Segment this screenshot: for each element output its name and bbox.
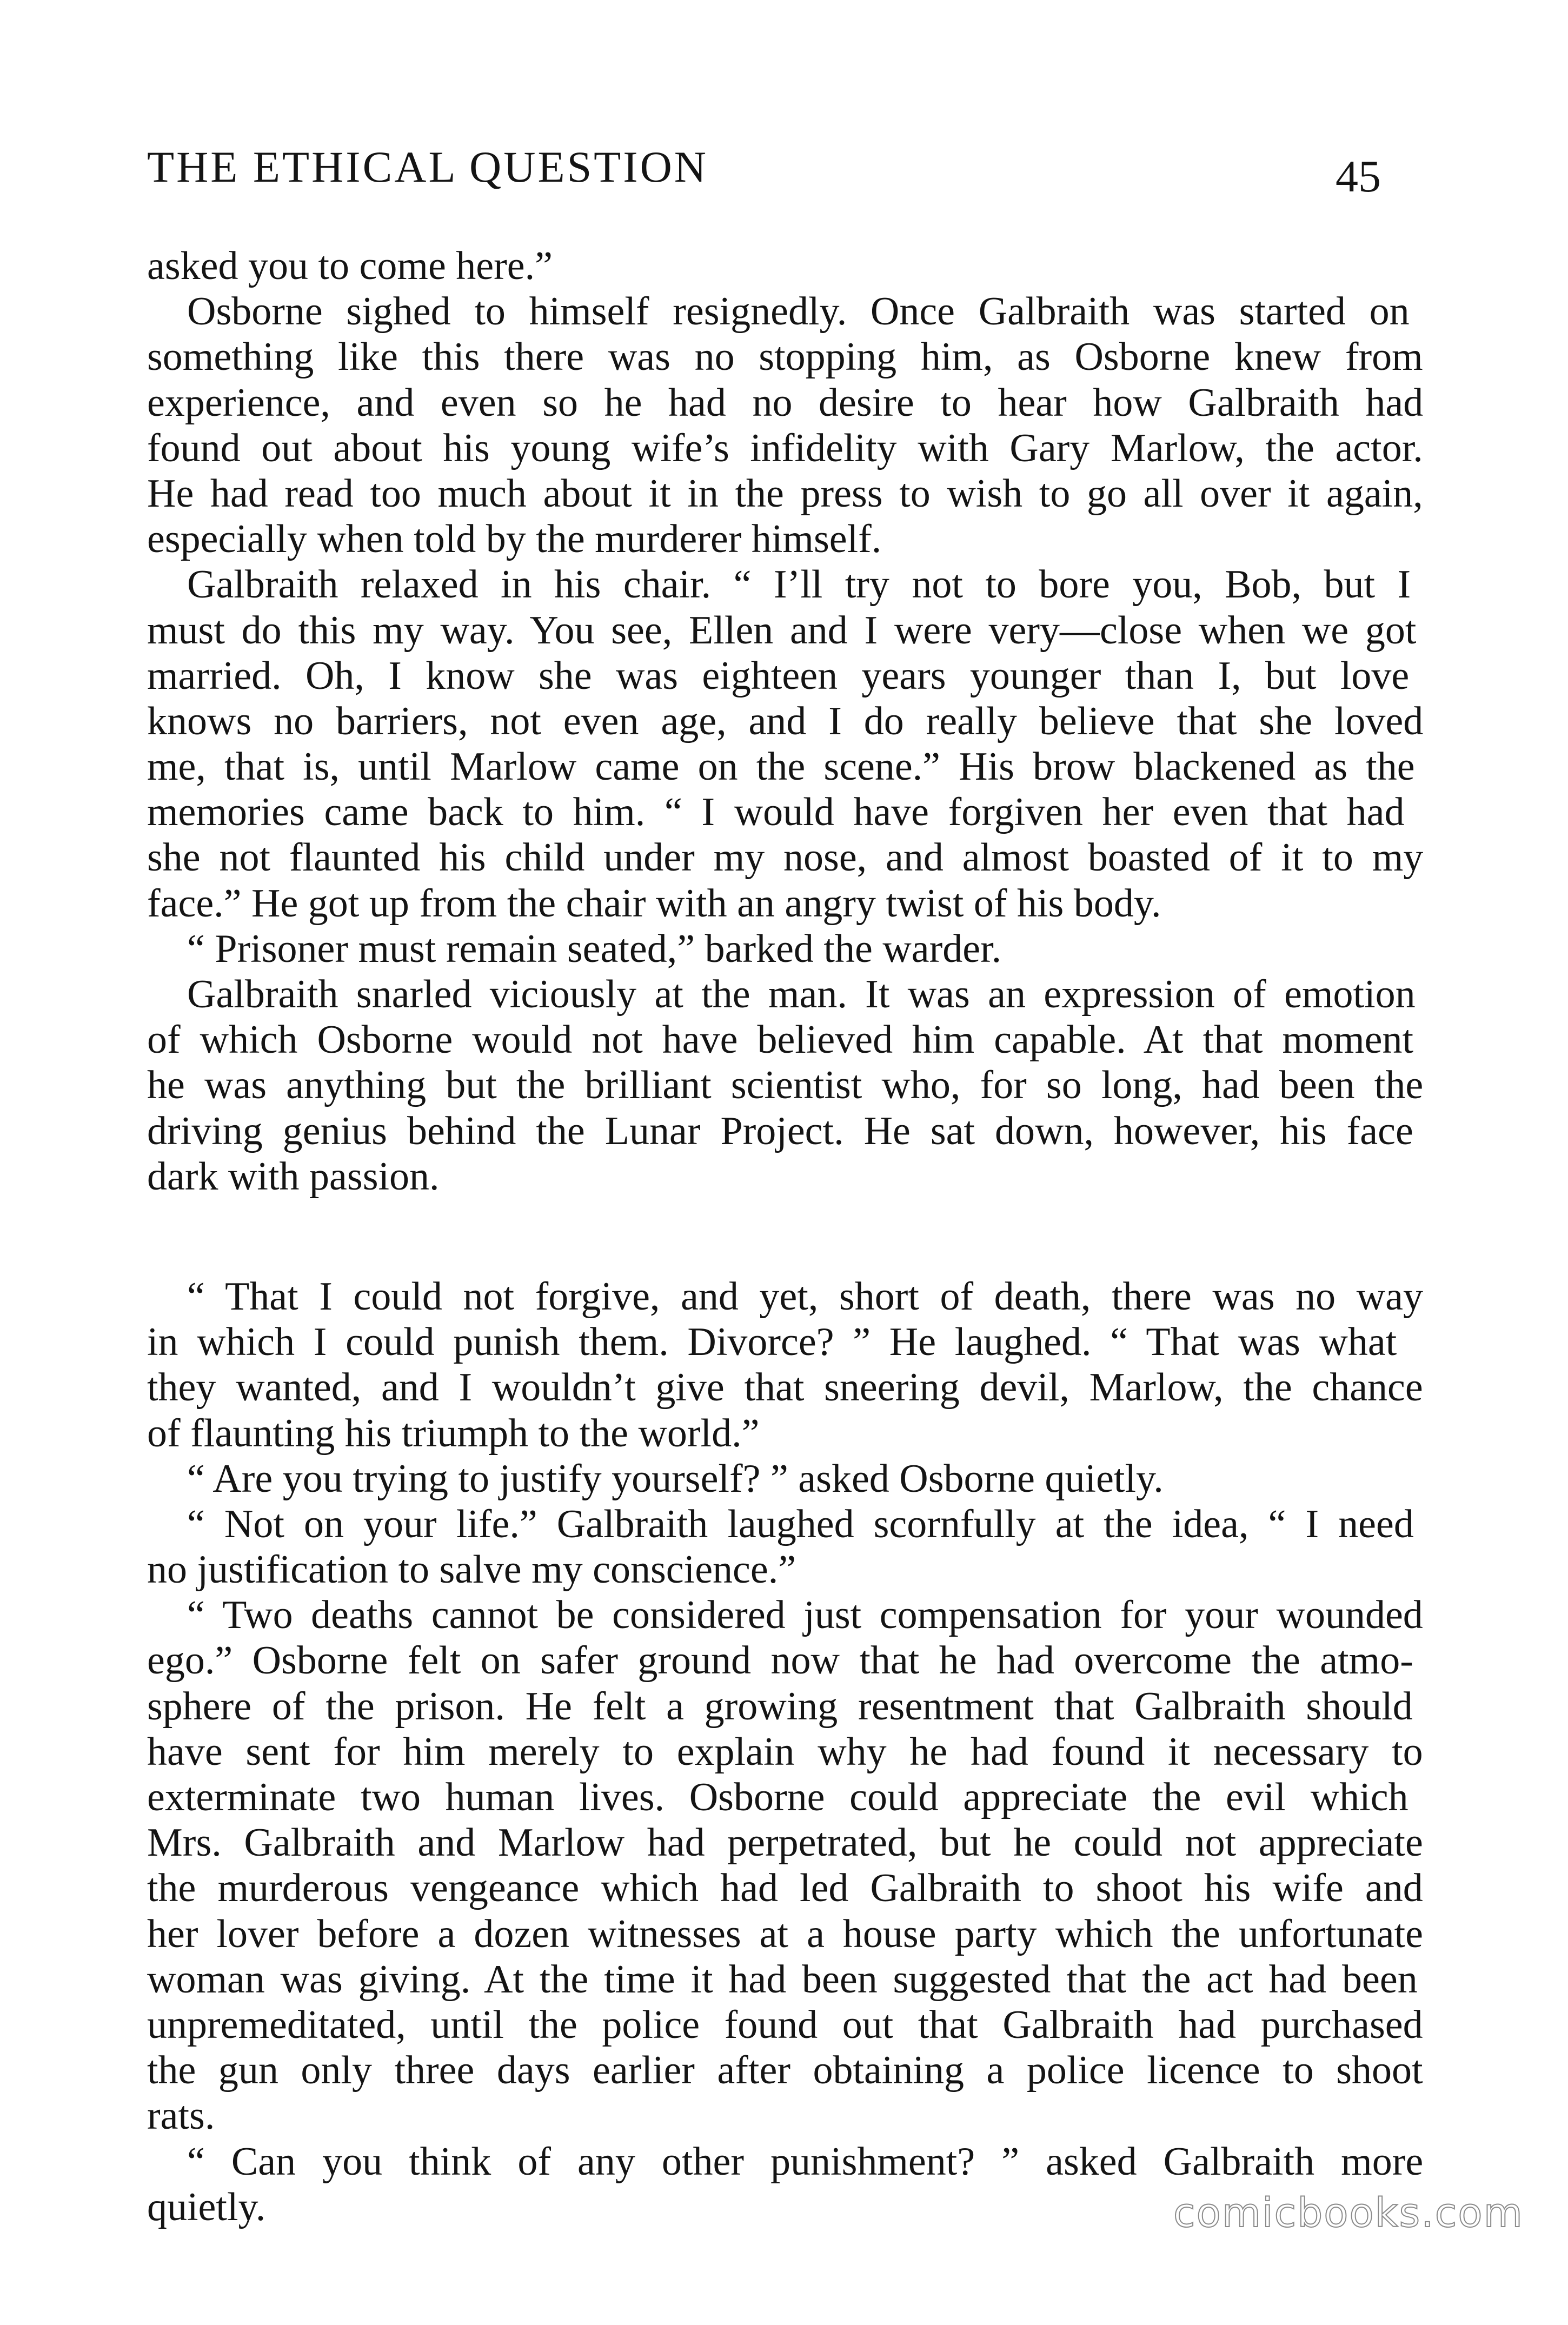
text-line: something like this there was no stopping him, as Osborne knew from [147,335,1423,380]
body-text [147,243,1423,2230]
text-line: asked you to come here.” [147,244,553,288]
text-line: driving genius behind the Lunar Project. He sat down, however, his face [147,1108,1413,1153]
text-line: “ Not on your life.” Galbraith laughed scornfully at the idea, “ I need [147,1502,1414,1546]
text-line: Osborne sighed to himself resignedly. Once Galbraith was started on [147,289,1410,334]
watermark-logo: comicbooks.com [1173,2190,1524,2236]
text-line: the murderous vengeance which had led Galbraith to shoot his wife and [147,1866,1423,1911]
text-line: must do this my way. You see, Ellen and I were very—close when we got [147,608,1417,653]
text-line: unpremeditated, until the police found out that Galbraith had purchased [147,2002,1423,2047]
text-line: “ Prisoner must remain seated,” barked the warder. [147,926,1002,971]
page-number: 45 [1336,151,1381,202]
text-line: have sent for him merely to explain why he had found it necessary to [147,1729,1423,1774]
text-line: “ Two deaths cannot be considered just compensation for your wounded [147,1593,1423,1638]
text-line: her lover before a dozen witnesses at a house party which the unfortunate [147,1911,1423,1956]
text-line: of flaunting his triumph to the world.” [147,1411,760,1456]
text-line: quietly. [147,2184,266,2229]
text-line: He had read too much about it in the press to wish to go all over it again, [147,471,1423,516]
text-line: he was anything but the brilliant scientist who, for so long, had been the [147,1063,1424,1108]
text-line: Galbraith relaxed in his chair. “ I’ll try not to bore you, Bob, but I [147,562,1411,607]
text-line: experience, and even so he had no desire to hear how Galbraith had [147,380,1424,425]
text-line: in which I could punish them. Divorce? ” He laughed. “ That was what [147,1320,1397,1365]
running-head-title: THE ETHICAL QUESTION [147,142,709,191]
text-line: sphere of the prison. He felt a growing resentment that Galbraith should [147,1684,1413,1729]
text-line: dark with passion. [147,1154,440,1199]
text-line: me, that is, until Marlow came on the scene.” His brow blackened as the [147,745,1415,789]
text-line: memories came back to him. “ I would have forgiven her even that had [147,790,1405,835]
text-line: no justification to salve my conscience.” [147,1547,796,1592]
text-line: especially when told by the murderer himself. [147,517,882,562]
text-line: married. Oh, I know she was eighteen years younger than I, but love [147,653,1410,698]
text-line: woman was giving. At the time it had been suggested that the act had been [147,1957,1418,2002]
text-line: they wanted, and I wouldn’t give that sneering devil, Marlow, the chance [147,1365,1423,1410]
text-line: “ Can you think of any other punishment? ” asked Galbraith more [147,2139,1424,2184]
text-line: found out about his young wife’s infidelity with Gary Marlow, the actor. [147,426,1423,470]
text-line: “ Are you trying to justify yourself? ” asked Osborne quietly. [147,1456,1164,1501]
text-line: “ That I could not forgive, and yet, short of death, there was no way [147,1274,1423,1319]
text-line: rats. [147,2094,215,2138]
text-line: of which Osborne would not have believed him capable. At that moment [147,1018,1414,1062]
text-line: Galbraith snarled viciously at the man. It was an expression of emotion [147,972,1416,1017]
text-line: face.” He got up from the chair with an angry twist of his body. [147,881,1161,926]
text-line: exterminate two human lives. Osborne could appreciate the evil which [147,1775,1408,1819]
text-section-2 [147,1274,1423,2230]
text-line: knows no barriers, not even age, and I do really believe that she loved [147,699,1424,743]
text-line: ego.” Osborne felt on safer ground now that he had overcome the atmo- [147,1638,1413,1683]
text-section-1 [147,243,1423,1199]
section-break [147,1199,1423,1274]
text-line: she not flaunted his child under my nose, and almost boasted of it to my [147,835,1424,880]
text-line: the gun only three days earlier after obtaining a police licence to shoot [147,2048,1423,2093]
text-line: Mrs. Galbraith and Marlow had perpetrated, but he could not appreciate [147,1821,1423,1865]
